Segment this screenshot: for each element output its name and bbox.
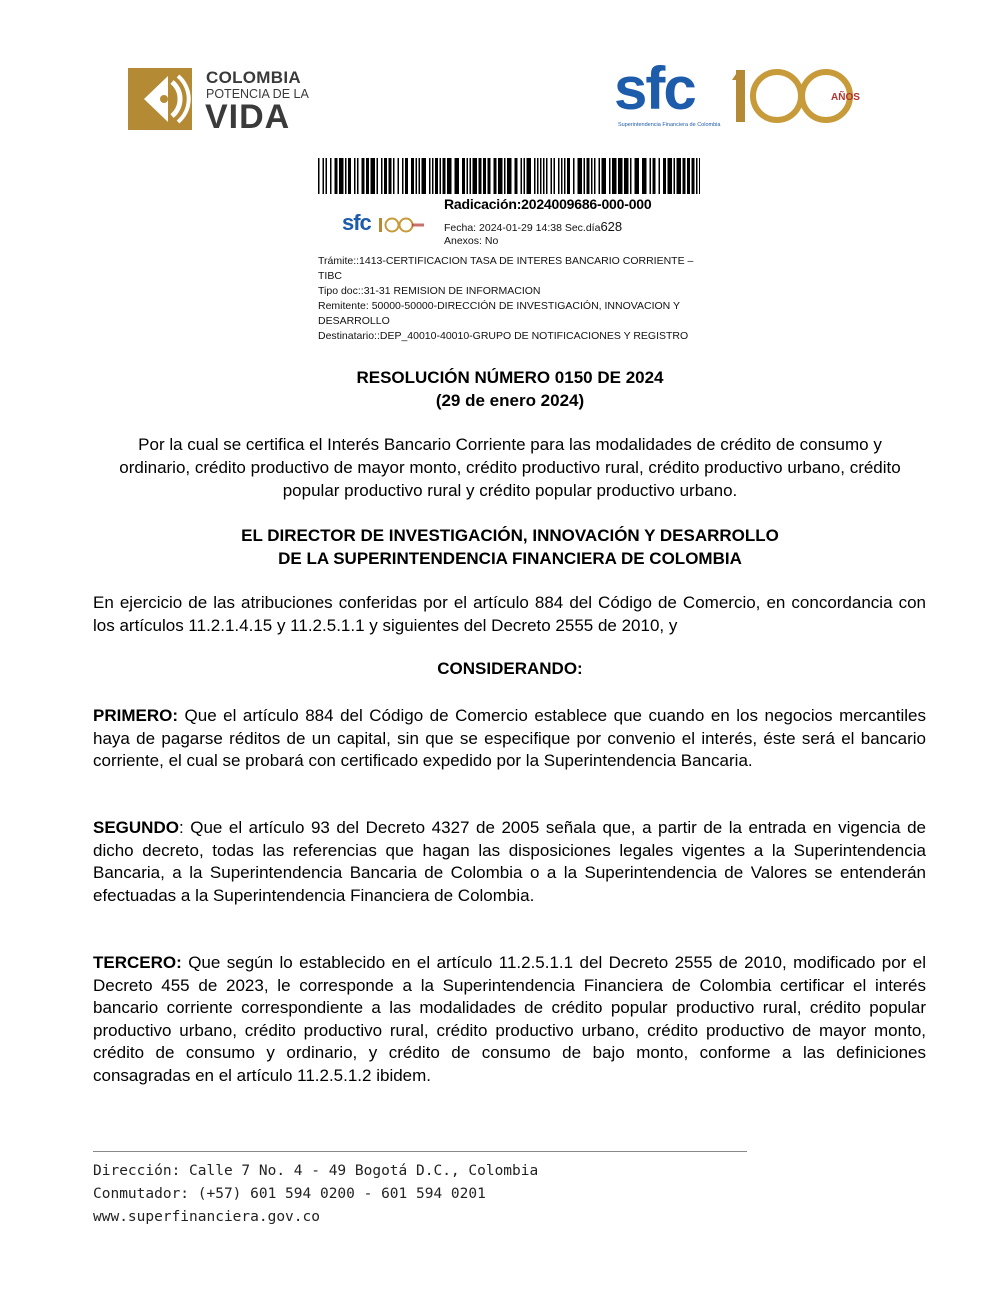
barcode-image [318, 158, 702, 194]
logo-colombia-line2: POTENCIA DE LA [206, 87, 309, 101]
primero-label: PRIMERO: [93, 706, 178, 725]
footer-contact [93, 1160, 538, 1229]
stamp-remitente: Remitente: 50000-50000-DIRECCIÓN DE INVESTIGACIÓN, INNOVACION Y DESARROLLO [318, 300, 680, 327]
stamp-destinatario: Destinatario::DEP_40010-40010-GRUPO DE NOTIFICACIONES Y REGISTRO [318, 330, 689, 342]
radicacion-number: Radicación:2024009686-000-000 [444, 196, 652, 212]
footer-divider [93, 1151, 747, 1152]
stamp-tramite: Trámite::1413-CERTIFICACION TASA DE INTERES BANCARIO CORRIENTE –TIBC [318, 255, 694, 282]
stamp-tipo-doc: Tipo doc::31-31 REMISION DE INFORMACION [318, 285, 541, 297]
resolution-subject: Por la cual se certifica el Interés Bancario Corriente para las modalidades de crédito de consumo y ordinario, crédito productivo de mayor monto, crédito productivo rural, crédito productivo urbano, crédito popular productivo rural y crédito popular productivo urbano. [119, 435, 901, 500]
primero-paragraph [93, 705, 926, 773]
footer-website-link[interactable]: www.superfinanciera.gov.co [93, 1209, 320, 1225]
stamp-metadata [318, 254, 708, 344]
anniversary-100-icon [732, 66, 868, 126]
director-line-1: EL DIRECTOR DE INVESTIGACIÓN, INNOVACIÓN Y DESARROLLO [241, 526, 779, 545]
colombia-potencia-logo [128, 66, 309, 136]
preamble-paragraph: En ejercicio de las atribuciones conferidas por el artículo 884 del Código de Comercio, en concordancia con los artículos 11.2.1.4.15 y 11.2.5.1.1 y siguientes del Decreto 2555 de 2010, y [93, 593, 926, 635]
segundo-label: SEGUNDO [93, 818, 179, 837]
director-line-2: DE LA SUPERINTENDENCIA FINANCIERA DE COLOMBIA [278, 549, 742, 568]
stamp-sfc-text: sfc [342, 210, 371, 235]
resolution-date: (29 de enero 2024) [435, 391, 585, 410]
segundo-paragraph [93, 817, 926, 907]
director-heading [60, 524, 960, 570]
tercero-text: Que según lo establecido en el artículo 11.2.5.1.1 del Decreto 2555 de 2010, modificado por el Decreto 455 de 2023, le corresponde a la Superintendencia Financiera de Colombia certificar el interés bancario corriente correspondiente a las modalidades de crédito popular productivo rural, crédito popular productivo urbano, crédito productivo rural, crédito productivo urbano, crédito productivo de mayor monto, crédito de consumo y ordinario, y crédito de consumo de bajo monto, conforme a las definiciones consagradas en el artículo 11.2.5.1.2 ibidem. [93, 953, 926, 1085]
tercero-paragraph [93, 952, 926, 1088]
footer-phone: Conmutador: (+57) 601 594 0200 - 601 594 0201 [93, 1186, 486, 1202]
logo-colombia-line1: COLOMBIA [206, 68, 301, 87]
resolution-title: RESOLUCIÓN NÚMERO 0150 DE 2024 [356, 368, 664, 387]
logo-colombia-line3: VIDA [205, 98, 291, 136]
tercero-label: TERCERO: [93, 953, 182, 972]
footer-address: Dirección: Calle 7 No. 4 - 49 Bogotá D.C., Colombia [93, 1163, 539, 1179]
sfc-brand-text: sfc [614, 55, 695, 122]
stamp-sfc-logo [342, 212, 426, 238]
stamp-fecha-text: Fecha: 2024-01-29 14:38 Sec.día [444, 222, 601, 234]
colombia-wave-icon [128, 68, 192, 130]
anos-label: AÑOS [831, 92, 860, 103]
stamp-fecha [444, 219, 622, 234]
stamp-100-icon [378, 216, 428, 234]
sfc-subtitle: Superintendencia Financiera de Colombia [618, 122, 721, 128]
sfc-100-anos-logo [614, 55, 870, 140]
stamp-anexos: Anexos: No [444, 235, 499, 247]
considerando-heading: CONSIDERANDO: [437, 659, 583, 678]
stamp-sec-number: 628 [600, 219, 623, 234]
segundo-text: : Que el artículo 93 del Decreto 4327 de 2005 señala que, a partir de la entrada en vigencia de dicho decreto, todas las referencias que hagan las disposiciones legales vigentes a la Superintendencia Bancaria, a la Superintendencia Bancaria de Colombia o a la Superintendencia de Valores se entenderán efectuadas a la Superintendencia Financiera de Colombia. [93, 818, 926, 905]
primero-text: Que el artículo 884 del Código de Comercio establece que cuando en los negocios mercantiles haya de pagarse réditos de un capital, sin que se especifique por convenio el interés, éste será el bancario corriente, el cual se probará con certificado expedido por la Superintendencia Bancaria. [93, 706, 926, 771]
